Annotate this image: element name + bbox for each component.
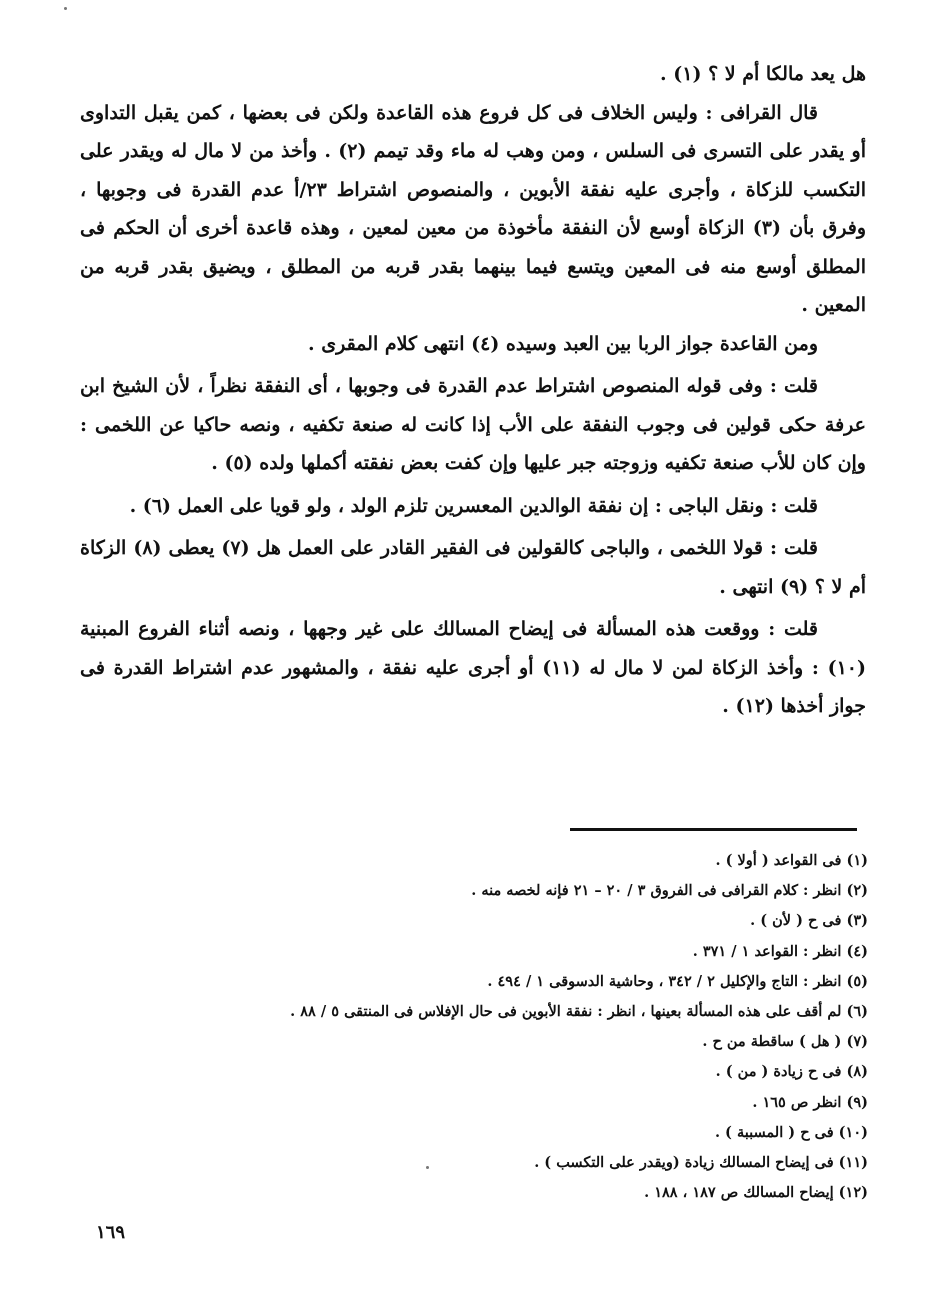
- footnote-item: (٩) انظر ص ١٦٥ .: [752, 1093, 868, 1111]
- footnote-item: (٦) لم أقف على هذه المسألة بعينها ، انظر : نفقة الأبوين فى حال الإفلاس فى المنتقى ٥ / ٨٨ .: [290, 1003, 868, 1021]
- footnote-item: (٤) انظر : القواعد ١ / ٣٧١ .: [692, 942, 868, 960]
- footnote-item: (١٠) فى ح ( المسببة ) .: [714, 1123, 868, 1141]
- footnote-item: (١٢) إيضاح المسالك ص ١٨٧ ، ١٨٨ .: [644, 1184, 868, 1202]
- body-paragraph: قلت : قولا اللخمى ، والباجى كالقولين فى الفقير القادر على العمل هل (٧) يعطى (٨) الزكاة أم لا ؟ (٩) انتهى .: [80, 537, 866, 598]
- body-paragraph: ومن القاعدة جواز الربا بين العبد وسيده (٤) انتهى كلام المقرى .: [307, 332, 818, 355]
- body-paragraph: هل يعد مالكا أم لا ؟ (١) .: [660, 63, 866, 85]
- footnotes-block: [150, 846, 868, 1208]
- scan-speck: [64, 7, 67, 10]
- body-paragraph: قلت : ونقل الباجى : إن نفقة الوالدين المعسرين تلزم الولد ، ولو قويا على العمل (٦) .: [129, 494, 818, 517]
- main-text-block: [80, 55, 866, 726]
- footnote-separator: [570, 828, 857, 831]
- body-paragraph: قال القرافى : وليس الخلاف فى كل فروع هذه القاعدة ولكن فى بعضها ، كمن يقبل التداوى أو يقدر على التسرى فى السلس ، ومن وهب له ماء وقد تيمم (٢) . وأخذ من لا مال له ويقدر على التكسب للزكاة ، وأجرى عليه نفقة الأبوين ، والمنصوص اشتراط ٢٣/أ عدم القدرة فى وجوبها ، وفرق بأن (٣) الزكاة أوسع لأن النفقة مأخوذة من معين لمعين ، وهذه قاعدة أخرى أن الحكم فى المطلق أوسع منه فى المعين ويتسع فيما بينهما بقدر قربه من المطلق ، ويضيق بقدر قربه من المعين .: [80, 101, 867, 316]
- footnote-item: (٨) فى ح زيادة ( من ) .: [715, 1063, 868, 1081]
- footnote-item: (٢) انظر : كلام القرافى فى الفروق ٣ / ٢٠ – ٢١ فإنه لخصه منه .: [471, 882, 868, 900]
- footnote-item: (١١) فى إيضاح المسالك زيادة (ويقدر على التكسب ) .: [534, 1154, 868, 1172]
- footnote-item: (٣) فى ح ( لأن ) .: [750, 912, 868, 930]
- body-paragraph: قلت : ووقعت هذه المسألة فى إيضاح المسالك على غير وجهها ، ونصه أثناء الفروع المبنية (١٠) : وأخذ الزكاة لمن لا مال له (١١) أو أجرى عليه نفقة ، والمشهور عدم اشتراط القدرة فى جواز أخذها (١٢) .: [80, 618, 866, 717]
- footnote-item: (٥) انظر : التاج والإكليل ٢ / ٣٤٢ ، وحاشية الدسوقى ١ / ٤٩٤ .: [487, 972, 868, 990]
- page-number: ١٦٩: [96, 1222, 126, 1243]
- body-paragraph: قلت : وفى قوله المنصوص اشتراط عدم القدرة فى وجوبها ، أى النفقة نظراً ، لأن الشيخ ابن عرفة حكى قولين فى وجوب النفقة على الأب إذا كانت له صنعة تكفيه ، ونصه حاكيا عن اللخمى : وإن كان للأب صنعة تكفيه وزوجته جبر عليها وإن كفت بعض نفقته أكملها ولده (٥) .: [80, 375, 866, 474]
- footnote-item: (١) فى القواعد ( أولا ) .: [715, 852, 868, 869]
- footnote-item: (٧) ( هل ) ساقطة من ح .: [702, 1033, 868, 1051]
